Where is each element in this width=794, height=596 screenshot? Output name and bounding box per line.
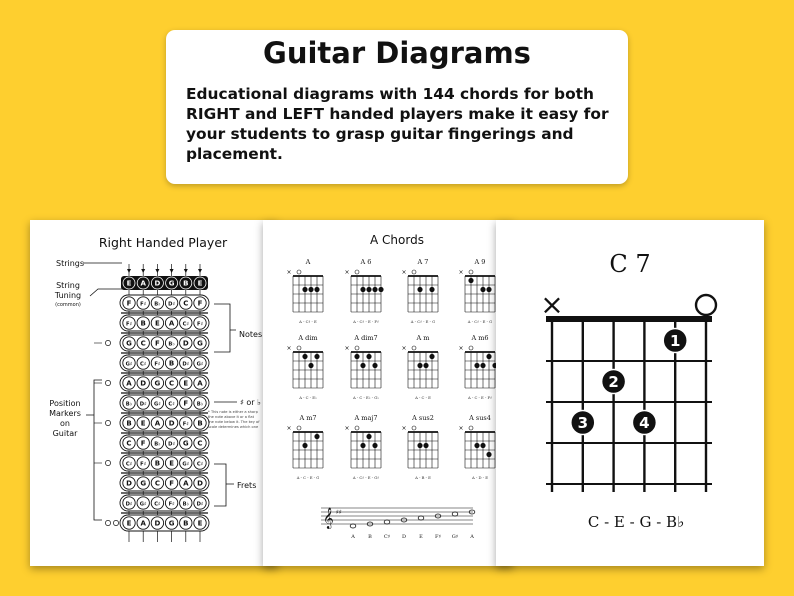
- tuning-note-label: E: [197, 279, 203, 288]
- fret-note-label: G: [140, 479, 147, 488]
- scale-note-label: E: [419, 534, 423, 540]
- finger-dot: [372, 443, 377, 448]
- notes-label: Notes: [239, 330, 263, 339]
- fret-note-label: E: [169, 459, 174, 468]
- fret-note-label: D: [182, 339, 189, 348]
- chord-name: A m6: [471, 334, 489, 342]
- fret-note-label: F: [197, 299, 203, 308]
- fret-note-label: F: [140, 439, 146, 448]
- finger-dot: [429, 354, 434, 359]
- fret-note-label: A: [154, 419, 161, 428]
- finger-dot: [302, 354, 307, 359]
- chord-notes: A - C♯ - E - G: [410, 319, 436, 324]
- strings-label: Strings: [56, 259, 85, 268]
- c7-notes: C - E - G - B♭: [587, 513, 685, 531]
- string-tuning-label: String: [56, 281, 80, 290]
- fret-note-label: B: [168, 359, 175, 368]
- open-string-icon: [297, 270, 301, 274]
- position-marker-dot: [105, 420, 110, 425]
- finger-number: 3: [577, 414, 589, 432]
- scale-note-label: A: [351, 534, 355, 540]
- finger-dot: [417, 287, 422, 292]
- fret-note-label: F♯: [140, 461, 147, 468]
- tuning-note-label: B: [183, 279, 189, 288]
- c7-nut: [546, 316, 712, 322]
- fret-note-label: F: [183, 399, 189, 408]
- fret-note-label: D: [140, 379, 147, 388]
- finger-dot: [474, 443, 479, 448]
- fret-note-label: F♯: [140, 301, 147, 308]
- finger-dot: [378, 287, 383, 292]
- finger-dot: [486, 354, 491, 359]
- chord-name: A m: [416, 334, 430, 342]
- chord-name: A dim: [298, 334, 318, 342]
- frets-label: Frets: [237, 481, 257, 490]
- string-arrows: [127, 264, 202, 273]
- finger-dot: [474, 363, 479, 368]
- fret-note-label: F♯: [196, 321, 204, 328]
- sharp-flat-label: ♯ or ♭: [240, 398, 261, 407]
- finger-dot: [480, 287, 485, 292]
- a-chords-title: A Chords: [370, 233, 424, 247]
- fret-note-label: F♯: [168, 501, 175, 508]
- finger-dot: [486, 287, 491, 292]
- fret-note-label: G: [197, 339, 203, 348]
- muted-icon: ×: [344, 269, 350, 276]
- position-marker-dot: [105, 340, 110, 345]
- scale-note-label: B: [368, 534, 372, 540]
- fret-note-label: E: [183, 379, 189, 388]
- open-string-icon: [297, 346, 301, 350]
- fret-note-label: A: [140, 519, 146, 528]
- open-string-icon: [355, 426, 359, 430]
- chord-notes: A - B - E: [415, 475, 431, 480]
- fret-note-label: D♯: [182, 361, 190, 368]
- finger-dot: [314, 434, 319, 439]
- fret-note-label: D: [197, 479, 203, 488]
- fret-note-label: G♯: [125, 361, 133, 368]
- fret-note-label: B: [126, 419, 132, 428]
- key-signature-icon: ♯♯: [336, 509, 342, 516]
- footnote-line-2: the note above it or a flat: [208, 415, 255, 419]
- fret-note-label: A: [197, 379, 203, 388]
- finger-dot: [423, 443, 428, 448]
- fret-note-label: C: [169, 379, 175, 388]
- fret-note-label: C: [126, 439, 132, 448]
- fret-note-label: B: [140, 319, 146, 328]
- scale-note-head: [452, 512, 458, 516]
- fret-note-label: D♯: [196, 501, 204, 508]
- finger-dot: [314, 287, 319, 292]
- open-string-icon: [412, 426, 416, 430]
- fret-note-label: G: [168, 519, 175, 528]
- finger-dot: [417, 443, 422, 448]
- c7-title: C 7: [609, 250, 651, 278]
- fret-note-label: E: [126, 519, 132, 528]
- muted-icon: ×: [286, 269, 292, 276]
- tuning-note-label: E: [126, 279, 132, 288]
- footnote-line-3: the note below it. The key of: [208, 420, 260, 424]
- fret-note-label: B♭: [182, 501, 190, 508]
- fret-note-label: G: [154, 379, 161, 388]
- treble-clef-icon: 𝄞: [323, 508, 334, 529]
- chord-notes: A - D - E: [472, 475, 488, 480]
- finger-dot: [308, 287, 313, 292]
- finger-dot: [429, 287, 434, 292]
- fret-note-label: D♯: [168, 301, 176, 308]
- fret-note-label: B♭: [196, 401, 204, 408]
- fretboard: [120, 272, 209, 542]
- fret-note-label: B: [154, 459, 161, 468]
- fret-note-label: C: [140, 339, 146, 348]
- scale-note-label: F♯: [435, 534, 441, 540]
- finger-dot: [372, 363, 377, 368]
- muted-icon: ×: [458, 345, 464, 352]
- open-string-icon: [355, 346, 359, 350]
- position-markers-label-1: Position: [49, 399, 81, 408]
- string-tuning-label-2: Tuning: [54, 291, 82, 300]
- chord-name: A 9: [474, 258, 486, 266]
- chord-notes: A - C - E♭ - G♭: [352, 395, 380, 400]
- fret-note-label: C♯: [154, 501, 161, 508]
- fret-note-label: F♯: [154, 361, 161, 368]
- fret-note-label: C: [197, 439, 203, 448]
- open-string-icon: [355, 270, 359, 274]
- fret-note-label: F: [155, 339, 160, 348]
- finger-dot: [372, 287, 377, 292]
- fret-note-label: E: [197, 519, 203, 528]
- scale-note-head: [350, 524, 356, 528]
- open-string-icon: [469, 270, 473, 274]
- c7-chord-diagram: [496, 220, 764, 566]
- fret-note-label: A: [126, 379, 132, 388]
- muted-string-icon: ×: [540, 288, 564, 321]
- position-marker-dots: [94, 340, 119, 525]
- fret-note-label: G♯: [154, 401, 161, 408]
- string-tuning-common: (common): [55, 302, 81, 308]
- fret-note-label: B: [183, 519, 189, 528]
- fret-note-label: B♭: [168, 341, 175, 348]
- a-chords-diagram: [263, 220, 513, 566]
- tuning-note-label: A: [140, 279, 146, 288]
- chord-notes: A - C - E: [415, 395, 431, 400]
- banner-description: Educational diagrams with 144 chords for both RIGHT and LEFT handed players make it easy for your students to grasp guitar fingerings and placement.: [186, 85, 609, 163]
- open-string-icon: [469, 346, 473, 350]
- fret-note-label: D: [168, 419, 175, 428]
- finger-dot: [366, 287, 371, 292]
- right-handed-title: Right Handed Player: [98, 235, 228, 250]
- fret-note-label: E: [140, 419, 146, 428]
- a-chords-page: [263, 220, 513, 566]
- muted-icon: ×: [401, 269, 407, 276]
- finger-number: 2: [608, 373, 619, 391]
- chord-grid: [286, 258, 497, 480]
- finger-dot: [354, 354, 359, 359]
- fret-note-label: F: [126, 299, 132, 308]
- fret-note-label: B♭: [125, 401, 133, 408]
- chord-name: A sus4: [469, 414, 491, 422]
- muted-icon: ×: [286, 425, 292, 432]
- finger-dot: [480, 443, 485, 448]
- chord-name: A m7: [299, 414, 317, 422]
- fret-note-label: G♯: [139, 501, 147, 508]
- muted-icon: ×: [286, 345, 292, 352]
- c7-fretboard: [540, 288, 716, 492]
- muted-icon: ×: [458, 269, 464, 276]
- position-marker-dot: [105, 460, 110, 465]
- muted-icon: ×: [401, 345, 407, 352]
- fret-note-label: C♯: [125, 461, 133, 468]
- chord-name: A 7: [417, 258, 429, 266]
- fret-note-label: B: [197, 419, 203, 428]
- fret-note-label: D♯: [139, 401, 147, 408]
- chord-notes: A - C - E - G: [296, 475, 320, 480]
- scale-staff: [321, 508, 475, 540]
- fret-note-label: G: [126, 339, 132, 348]
- fret-note-label: G♯: [182, 461, 190, 468]
- tuning-note-label: D: [154, 279, 161, 288]
- footnote-line-1: * This note is either a sharp: [208, 410, 258, 414]
- position-marker-dot: [113, 520, 118, 525]
- scale-note-head: [384, 520, 390, 524]
- tuning-note-label: G: [168, 279, 175, 288]
- scale-note-label: D: [401, 534, 407, 540]
- fret-note-label: B♭: [154, 441, 161, 448]
- chord-name: A 6: [360, 258, 372, 266]
- position-markers-label-2: Markers: [49, 409, 81, 418]
- open-string-icon: [297, 426, 301, 430]
- chord-notes: A - C - E - F♯: [468, 395, 492, 400]
- chord-notes: A - C♯ - E - G: [467, 319, 493, 324]
- fret-note-label: C♯: [168, 401, 175, 408]
- fret-note-label: C♯: [140, 361, 147, 368]
- position-marker-dot: [105, 520, 110, 525]
- finger-dot: [302, 443, 307, 448]
- scale-note-head: [418, 516, 424, 520]
- finger-dot: [366, 354, 371, 359]
- banner-title: Guitar Diagrams: [263, 36, 531, 70]
- finger-dot: [417, 363, 422, 368]
- fret-note-label: D♯: [125, 501, 133, 508]
- chord-name: A maj7: [354, 414, 378, 422]
- chord-name: A: [305, 258, 311, 266]
- open-string-icon: [412, 346, 416, 350]
- fretboard-diagram: [30, 220, 278, 566]
- fret-note-label: C♯: [196, 461, 204, 468]
- fret-note-label: D: [126, 479, 132, 488]
- fret-note-label: A: [168, 319, 175, 328]
- muted-icon: ×: [344, 425, 350, 432]
- fret-note-label: C♯: [182, 321, 189, 328]
- chord-notes: A - C♯ - E - F♯: [353, 319, 379, 324]
- fret-note-label: B♭: [154, 301, 161, 308]
- finger-dot: [423, 363, 428, 368]
- fret-note-label: G: [182, 439, 189, 448]
- chord-name: A dim7: [354, 334, 378, 342]
- chord-notes: A - C♯ - E: [299, 319, 317, 324]
- open-string-icon: [469, 426, 473, 430]
- footnote-line-4: scale determines which one: [208, 425, 259, 429]
- fret-note-label: F♯: [125, 321, 133, 328]
- finger-number: 4: [639, 414, 650, 432]
- finger-dot: [486, 452, 491, 457]
- muted-icon: ×: [344, 345, 350, 352]
- open-string-icon: [696, 295, 716, 315]
- finger-dot: [360, 287, 365, 292]
- finger-dot: [360, 363, 365, 368]
- scale-note-label: C♯: [383, 534, 391, 540]
- finger-dot: [308, 363, 313, 368]
- fret-note-label: E: [155, 319, 160, 328]
- muted-icon: ×: [458, 425, 464, 432]
- position-marker-dot: [105, 380, 110, 385]
- chord-notes: A - C♯ - E - G♯: [352, 475, 380, 480]
- position-markers-label-4: Guitar: [52, 429, 78, 438]
- chord-notes: A - C - E♭: [299, 395, 317, 400]
- fret-note-label: C: [183, 299, 189, 308]
- chord-name: A sus2: [412, 414, 434, 422]
- fret-note-label: D: [154, 519, 161, 528]
- position-markers-label-3: on: [60, 419, 70, 428]
- finger-dot: [366, 434, 371, 439]
- c7-page: [496, 220, 764, 566]
- finger-dot: [360, 443, 365, 448]
- muted-icon: ×: [401, 425, 407, 432]
- fret-note-label: C: [154, 479, 160, 488]
- right-handed-page: [30, 220, 278, 566]
- fret-note-label: A: [183, 479, 189, 488]
- fret-note-label: G♯: [196, 361, 204, 368]
- fret-note-label: D♯: [168, 441, 176, 448]
- fret-note-label: F: [169, 479, 174, 488]
- scale-note-label: A: [470, 534, 474, 540]
- finger-dot: [302, 287, 307, 292]
- finger-dot: [314, 354, 319, 359]
- finger-dot: [480, 363, 485, 368]
- scale-note-label: G♯: [451, 534, 459, 540]
- open-string-icon: [412, 270, 416, 274]
- fret-note-label: F♯: [182, 421, 189, 428]
- title-banner: [166, 30, 628, 184]
- finger-dot: [468, 278, 473, 283]
- finger-number: 1: [669, 332, 681, 350]
